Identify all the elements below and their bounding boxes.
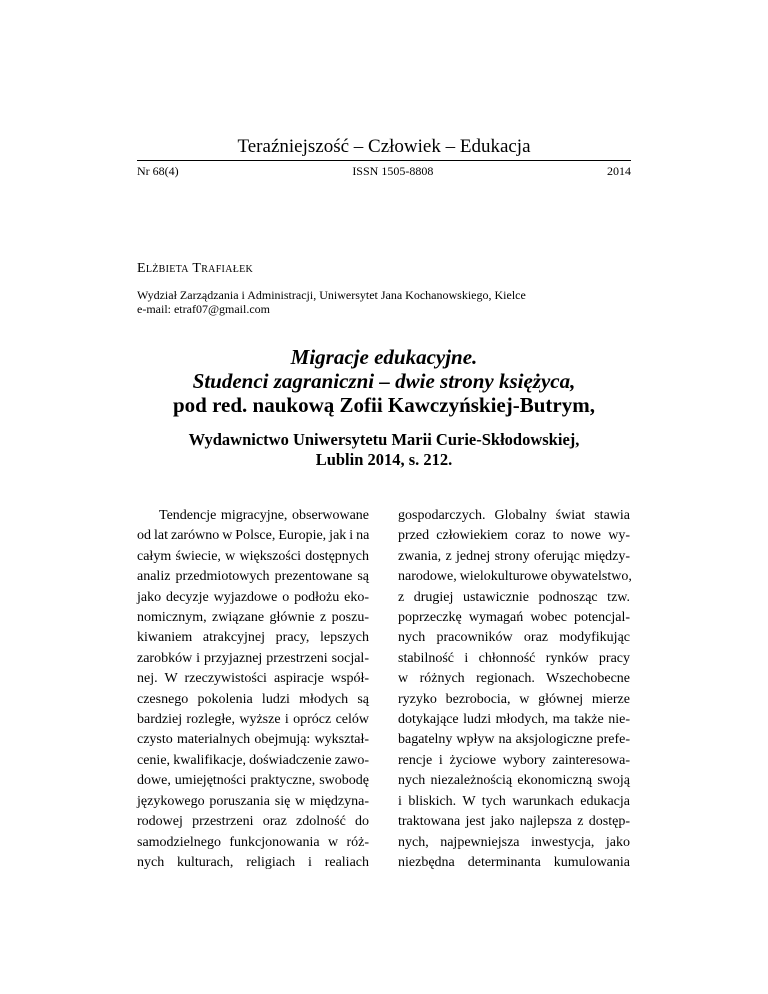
body-line: w różnych regionach. Wszechobecne: [398, 671, 630, 687]
body-line: poprzeczkę wymagań wobec potencjal-: [398, 610, 630, 626]
body-line: samodzielnego funkcjonowania w róż-: [137, 834, 369, 850]
body-line: zwania, z jednej strony oferując między-: [398, 548, 630, 564]
review-editor-line: pod red. naukową Zofii Kawczyńskiej-Butrym,: [173, 393, 595, 417]
author-email: e-mail: etraf07@gmail.com: [137, 302, 271, 316]
body-line: bardziej rozległe, wyższe i oprócz celów: [137, 712, 369, 728]
author-affiliation: Wydział Zarządzania i Administracji, Uniwersytet Jana Kochanowskiego, Kielce: [137, 288, 526, 302]
publisher-info: [0, 430, 768, 470]
author-name: Elżbieta Trafiałek: [137, 261, 254, 276]
body-line: jako decyzje wyjazdowe o podłożu eko-: [137, 589, 369, 605]
body-column-right: [398, 506, 630, 873]
body-line: nych kulturach, religiach i realiach: [137, 854, 369, 870]
body-line: nych pracowników oraz modyfikując: [398, 630, 630, 646]
publisher-line-1: Wydawnictwo Uniwersytetu Marii Curie-Skłodowskiej,: [188, 430, 580, 449]
body-line: Tendencje migracyjne, obserwowane: [159, 508, 369, 523]
review-title-line-1: Migracje edukacyjne.: [290, 345, 478, 369]
body-line: zarobków i przyjaznej przestrzeni socjal-: [137, 650, 369, 666]
body-line: dotykające ludzi młodych, ma także nie-: [398, 712, 630, 728]
body-line: i bliskich. W tych warunkach edukacja: [398, 793, 630, 809]
body-line: nej. W rzeczywistości aspiracje współ-: [137, 671, 369, 687]
body-line: językowego poruszania się w międzyna-: [137, 793, 369, 809]
body-line: nych niezależnością ekonomiczną swoją: [398, 773, 630, 789]
author-affiliation-block: [137, 288, 526, 316]
body-line: bagatelny wpływ na aksjologiczne prefe-: [398, 732, 630, 748]
issn: ISSN 1505-8808: [352, 164, 434, 178]
body-line: nych, najpewniejsza inwestycja, jako: [398, 834, 630, 850]
body-line: dowe, umiejętności praktyczne, swobodę: [137, 773, 369, 789]
body-line: rencje i życiowe wybory zainteresowa-: [398, 752, 630, 768]
issue-number: Nr 68(4): [137, 164, 179, 178]
body-line: stabilność i chłonność rynków pracy: [398, 650, 630, 666]
body-line: nomicznym, związane głównie z poszu-: [137, 610, 369, 626]
body-line: z drugiej ustawicznie podnosząc tzw.: [398, 589, 630, 605]
review-title: [0, 345, 768, 417]
body-line: czesnego pokolenia ludzi młodych są: [137, 691, 369, 707]
body-line: niezbędna determinanta kumulowania: [398, 854, 630, 870]
body-line: ryzyko bezrobocia, w głównej mierze: [398, 691, 630, 707]
body-line: cenie, kwalifikacje, doświadczenie zawo-: [137, 752, 369, 768]
body-line: traktowana jest jako najlepsza z dostęp-: [398, 814, 630, 830]
body-line: narodowe, wielokulturowe obywatelstwo,: [398, 569, 632, 585]
body-line: gospodarczych. Globalny świat stawia: [398, 508, 630, 523]
header-meta: [137, 164, 631, 179]
body-line: od lat zarówno w Polsce, Europie, jak i na: [137, 528, 370, 544]
body-line: kiwaniem atrakcyjnej pracy, lepszych: [137, 630, 369, 646]
body-line: czysto materialnych obejmują: wykształ-: [137, 732, 369, 748]
review-title-line-2: Studenci zagraniczni – dwie strony księżyca,: [192, 369, 576, 393]
body-line: przed człowiekiem coraz to nowe wy-: [398, 528, 630, 544]
body-line: całym świecie, w większości dostępnych: [137, 548, 369, 564]
header-rule: [137, 160, 631, 161]
publication-year: 2014: [606, 164, 631, 178]
body-line: rodowej przestrzeni oraz zdolność do: [137, 814, 369, 830]
body-column-left: [137, 506, 369, 873]
journal-title: Teraźniejszość – Człowiek – Edukacja: [237, 136, 531, 157]
body-line: analiz przedmiotowych prezentowane są: [137, 569, 369, 585]
publisher-line-2: Lublin 2014, s. 212.: [315, 450, 453, 469]
